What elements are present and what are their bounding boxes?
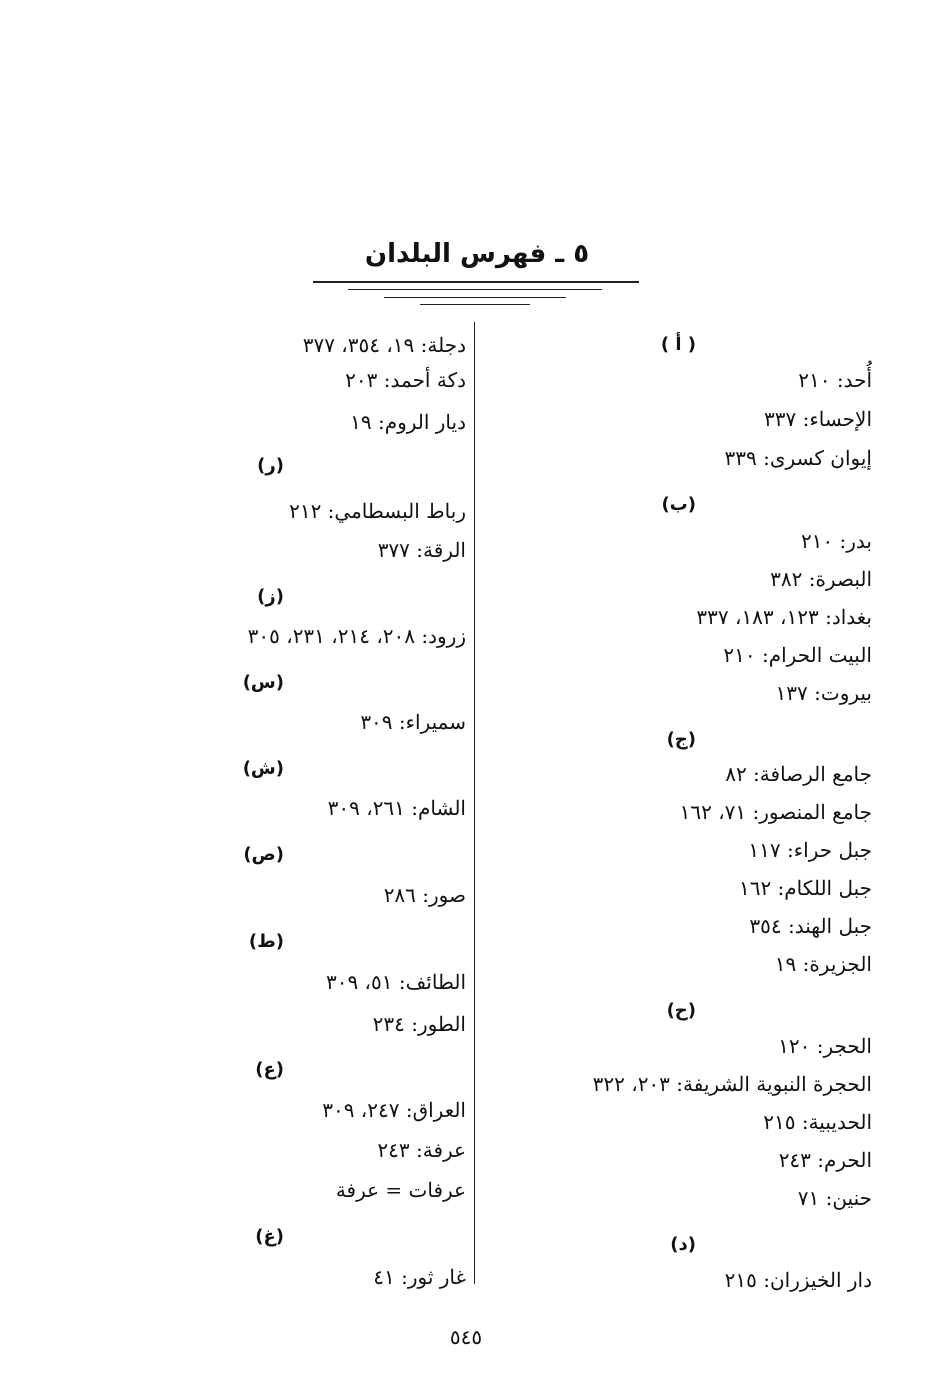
index-entry: صور: ٢٨٦ — [383, 883, 466, 907]
title-rule-3 — [384, 297, 566, 298]
title-rule-1 — [313, 281, 639, 283]
column-divider — [474, 322, 475, 1284]
page-title: ٥ ـ فهرس البلدان — [364, 239, 590, 269]
letter-heading: (ر) — [257, 455, 284, 476]
letter-heading: (ب) — [661, 494, 696, 515]
index-entry: دكة أحمد: ٢٠٣ — [345, 368, 466, 392]
index-entry: البصرة: ٣٨٢ — [770, 567, 872, 591]
title-rule-4 — [420, 304, 530, 305]
index-entry: الحجرة النبوية الشريفة: ٢٠٣، ٣٢٢ — [592, 1072, 872, 1096]
page-number: ٥٤٥ — [449, 1325, 483, 1349]
index-entry: الطائف: ٥١، ٣٠٩ — [325, 970, 466, 994]
index-entry: ديار الروم: ١٩ — [350, 410, 466, 434]
index-entry: العراق: ٢٤٧، ٣٠٩ — [322, 1098, 466, 1122]
letter-heading: (س) — [242, 672, 284, 693]
index-entry: دار الخيزران: ٢١٥ — [724, 1268, 872, 1292]
index-entry: جامع المنصور: ٧١، ١٦٢ — [679, 800, 872, 824]
letter-heading: (غ) — [255, 1226, 284, 1247]
index-entry: زرود: ٢٠٨، ٢١٤، ٢٣١، ٣٠٥ — [247, 624, 466, 648]
letter-heading: (ز) — [257, 586, 284, 607]
index-entry: حنين: ٧١ — [797, 1186, 872, 1210]
index-entry: الحجر: ١٢٠ — [778, 1034, 872, 1058]
index-entry: الشام: ٢٦١، ٣٠٩ — [327, 796, 466, 820]
index-entry: بيروت: ١٣٧ — [775, 681, 872, 705]
index-entry: الطور: ٢٣٤ — [372, 1012, 466, 1036]
index-entry: جبل الهند: ٣٥٤ — [749, 914, 872, 938]
letter-heading: (د) — [670, 1234, 696, 1255]
index-entry: جبل حراء: ١١٧ — [748, 838, 872, 862]
index-entry: البيت الحرام: ٢١٠ — [723, 643, 872, 667]
index-entry: الجزيرة: ١٩ — [774, 952, 872, 976]
index-entry: جبل اللكام: ١٦٢ — [738, 876, 872, 900]
index-entry: رباط البسطامي: ٢١٢ — [289, 499, 466, 523]
index-entry: الحرم: ٢٤٣ — [778, 1148, 872, 1172]
index-entry: الرقة: ٣٧٧ — [377, 538, 466, 562]
index-entry: الإحساء: ٣٣٧ — [764, 407, 872, 431]
letter-heading: (ص) — [243, 844, 284, 865]
index-entry: بدر: ٢١٠ — [800, 529, 872, 553]
letter-heading: (ط) — [248, 931, 284, 952]
index-entry: دجلة: ١٩، ٣٥٤، ٣٧٧ — [302, 333, 466, 357]
letter-heading: (ش) — [242, 758, 284, 779]
index-entry: عرفات = عرفة — [335, 1178, 466, 1202]
letter-heading: ( أ ) — [660, 334, 696, 355]
letter-heading: (ع) — [255, 1059, 284, 1080]
title-rule-2 — [348, 289, 602, 290]
index-entry: سميراء: ٣٠٩ — [360, 710, 466, 734]
letter-heading: (ح) — [666, 1000, 696, 1021]
index-entry: أُحد: ٢١٠ — [798, 368, 872, 392]
letter-heading: (ج) — [666, 729, 696, 750]
index-entry: بغداد: ١٢٣، ١٨٣، ٣٣٧ — [696, 605, 872, 629]
index-entry: جامع الرصافة: ٨٢ — [725, 762, 872, 786]
index-entry: غار ثور: ٤١ — [373, 1265, 466, 1289]
index-entry: إيوان كسرى: ٣٣٩ — [724, 446, 872, 470]
index-entry: الحديبية: ٢١٥ — [763, 1110, 872, 1134]
index-entry: عرفة: ٢٤٣ — [377, 1138, 466, 1162]
